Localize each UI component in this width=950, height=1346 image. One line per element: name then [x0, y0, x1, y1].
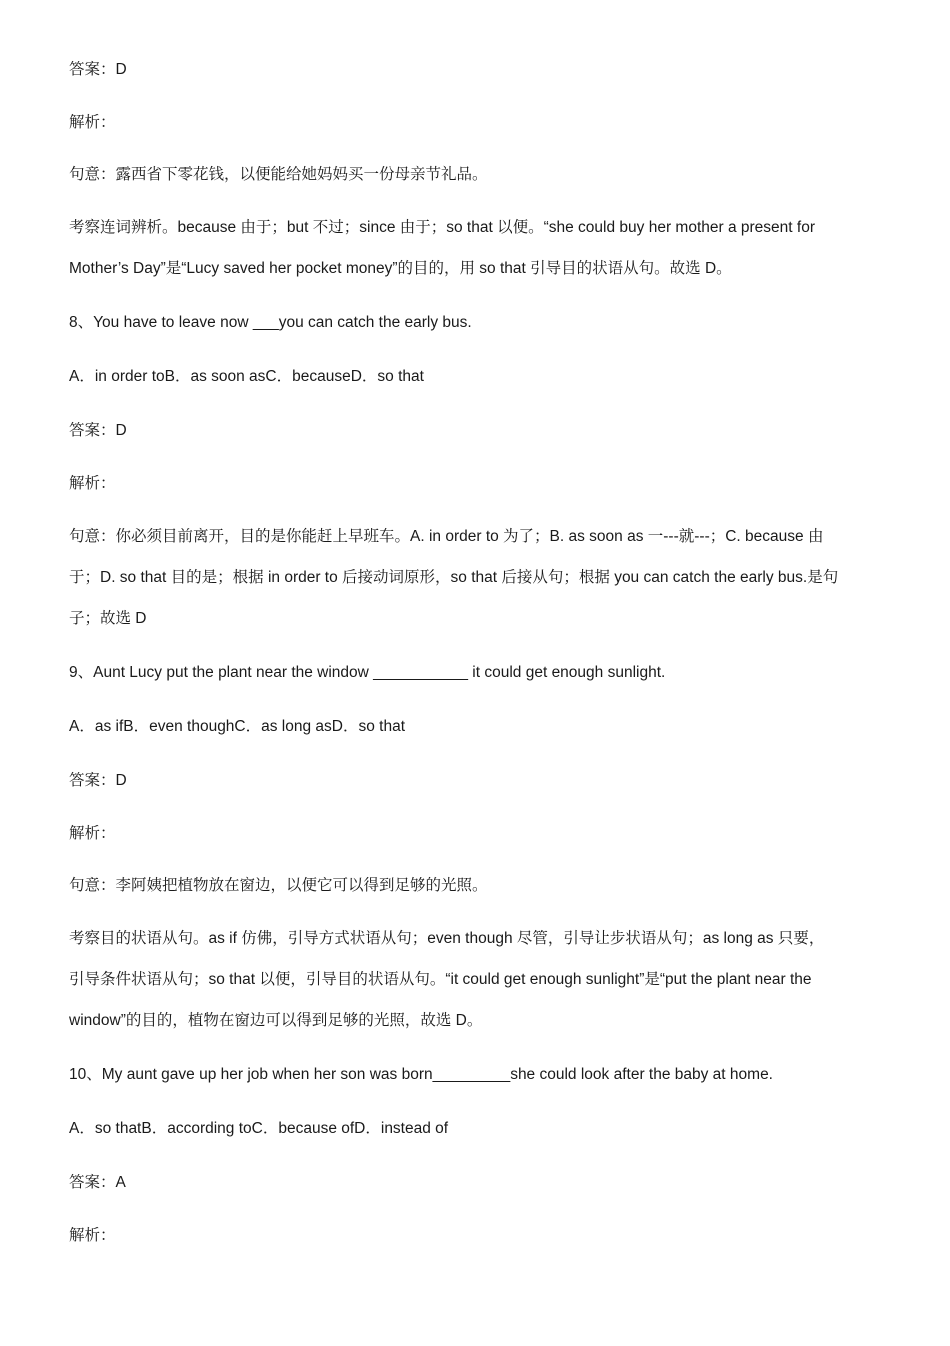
explanation-line: 子；故选 D [69, 610, 147, 627]
sentence-meaning-line: 句意：露西省下零花钱，以便能给她妈妈买一份母亲节礼品。 [69, 166, 488, 183]
answer-line: 答案：A [69, 1174, 126, 1191]
explanation-line: window”的目的，植物在窗边可以得到足够的光照，故选 D。 [69, 1012, 483, 1029]
question-8-options: A．in order toB．as soon asC．becauseD．so that [69, 368, 424, 385]
explanation-line: 于；D. so that 目的是；根据 in order to 后接动词原形，so that 后接从句；根据 you can catch the early bus.是句 [69, 569, 839, 586]
answer-line: 答案：D [69, 61, 127, 78]
analysis-label: 解析： [69, 114, 116, 131]
analysis-label: 解析： [69, 1227, 116, 1244]
explanation-line: 考察目的状语从句。as if 仿佛，引导方式状语从句；even though 尽管，引导让步状语从句；as long as 只要， [69, 930, 825, 947]
explanation-line: 句意：你必须目前离开，目的是你能赶上早班车。A. in order to 为了；B. as soon as 一---就---；C. because 由 [69, 528, 824, 545]
question-8: 8、You have to leave now ___you can catch the early bus. [69, 314, 472, 331]
question-10-options: A．so thatB．according toC．because ofD．instead of [69, 1120, 449, 1137]
analysis-label: 解析： [69, 475, 116, 492]
question-9-options: A．as ifB．even thoughC．as long asD．so that [69, 718, 406, 735]
explanation-line: Mother’s Day”是“Lucy saved her pocket money”的目的，用 so that 引导目的状语从句。故选 D。 [69, 260, 732, 277]
explanation-line: 考察连词辨析。because 由于；but 不过；since 由于；so that 以便。“she could buy her mother a present for [69, 219, 815, 236]
sentence-meaning-line: 句意：李阿姨把植物放在窗边，以便它可以得到足够的光照。 [69, 877, 488, 894]
question-10: 10、My aunt gave up her job when her son was born_________she could look after the baby at home. [69, 1066, 773, 1083]
analysis-label: 解析： [69, 825, 116, 842]
answer-line: 答案：D [69, 772, 127, 789]
answer-line: 答案：D [69, 422, 127, 439]
explanation-line: 引导条件状语从句；so that 以便，引导目的状语从句。“it could get enough sunlight”是“put the plant near the [69, 971, 812, 988]
question-9: 9、Aunt Lucy put the plant near the window ___________ it could get enough sunlight. [69, 664, 666, 681]
